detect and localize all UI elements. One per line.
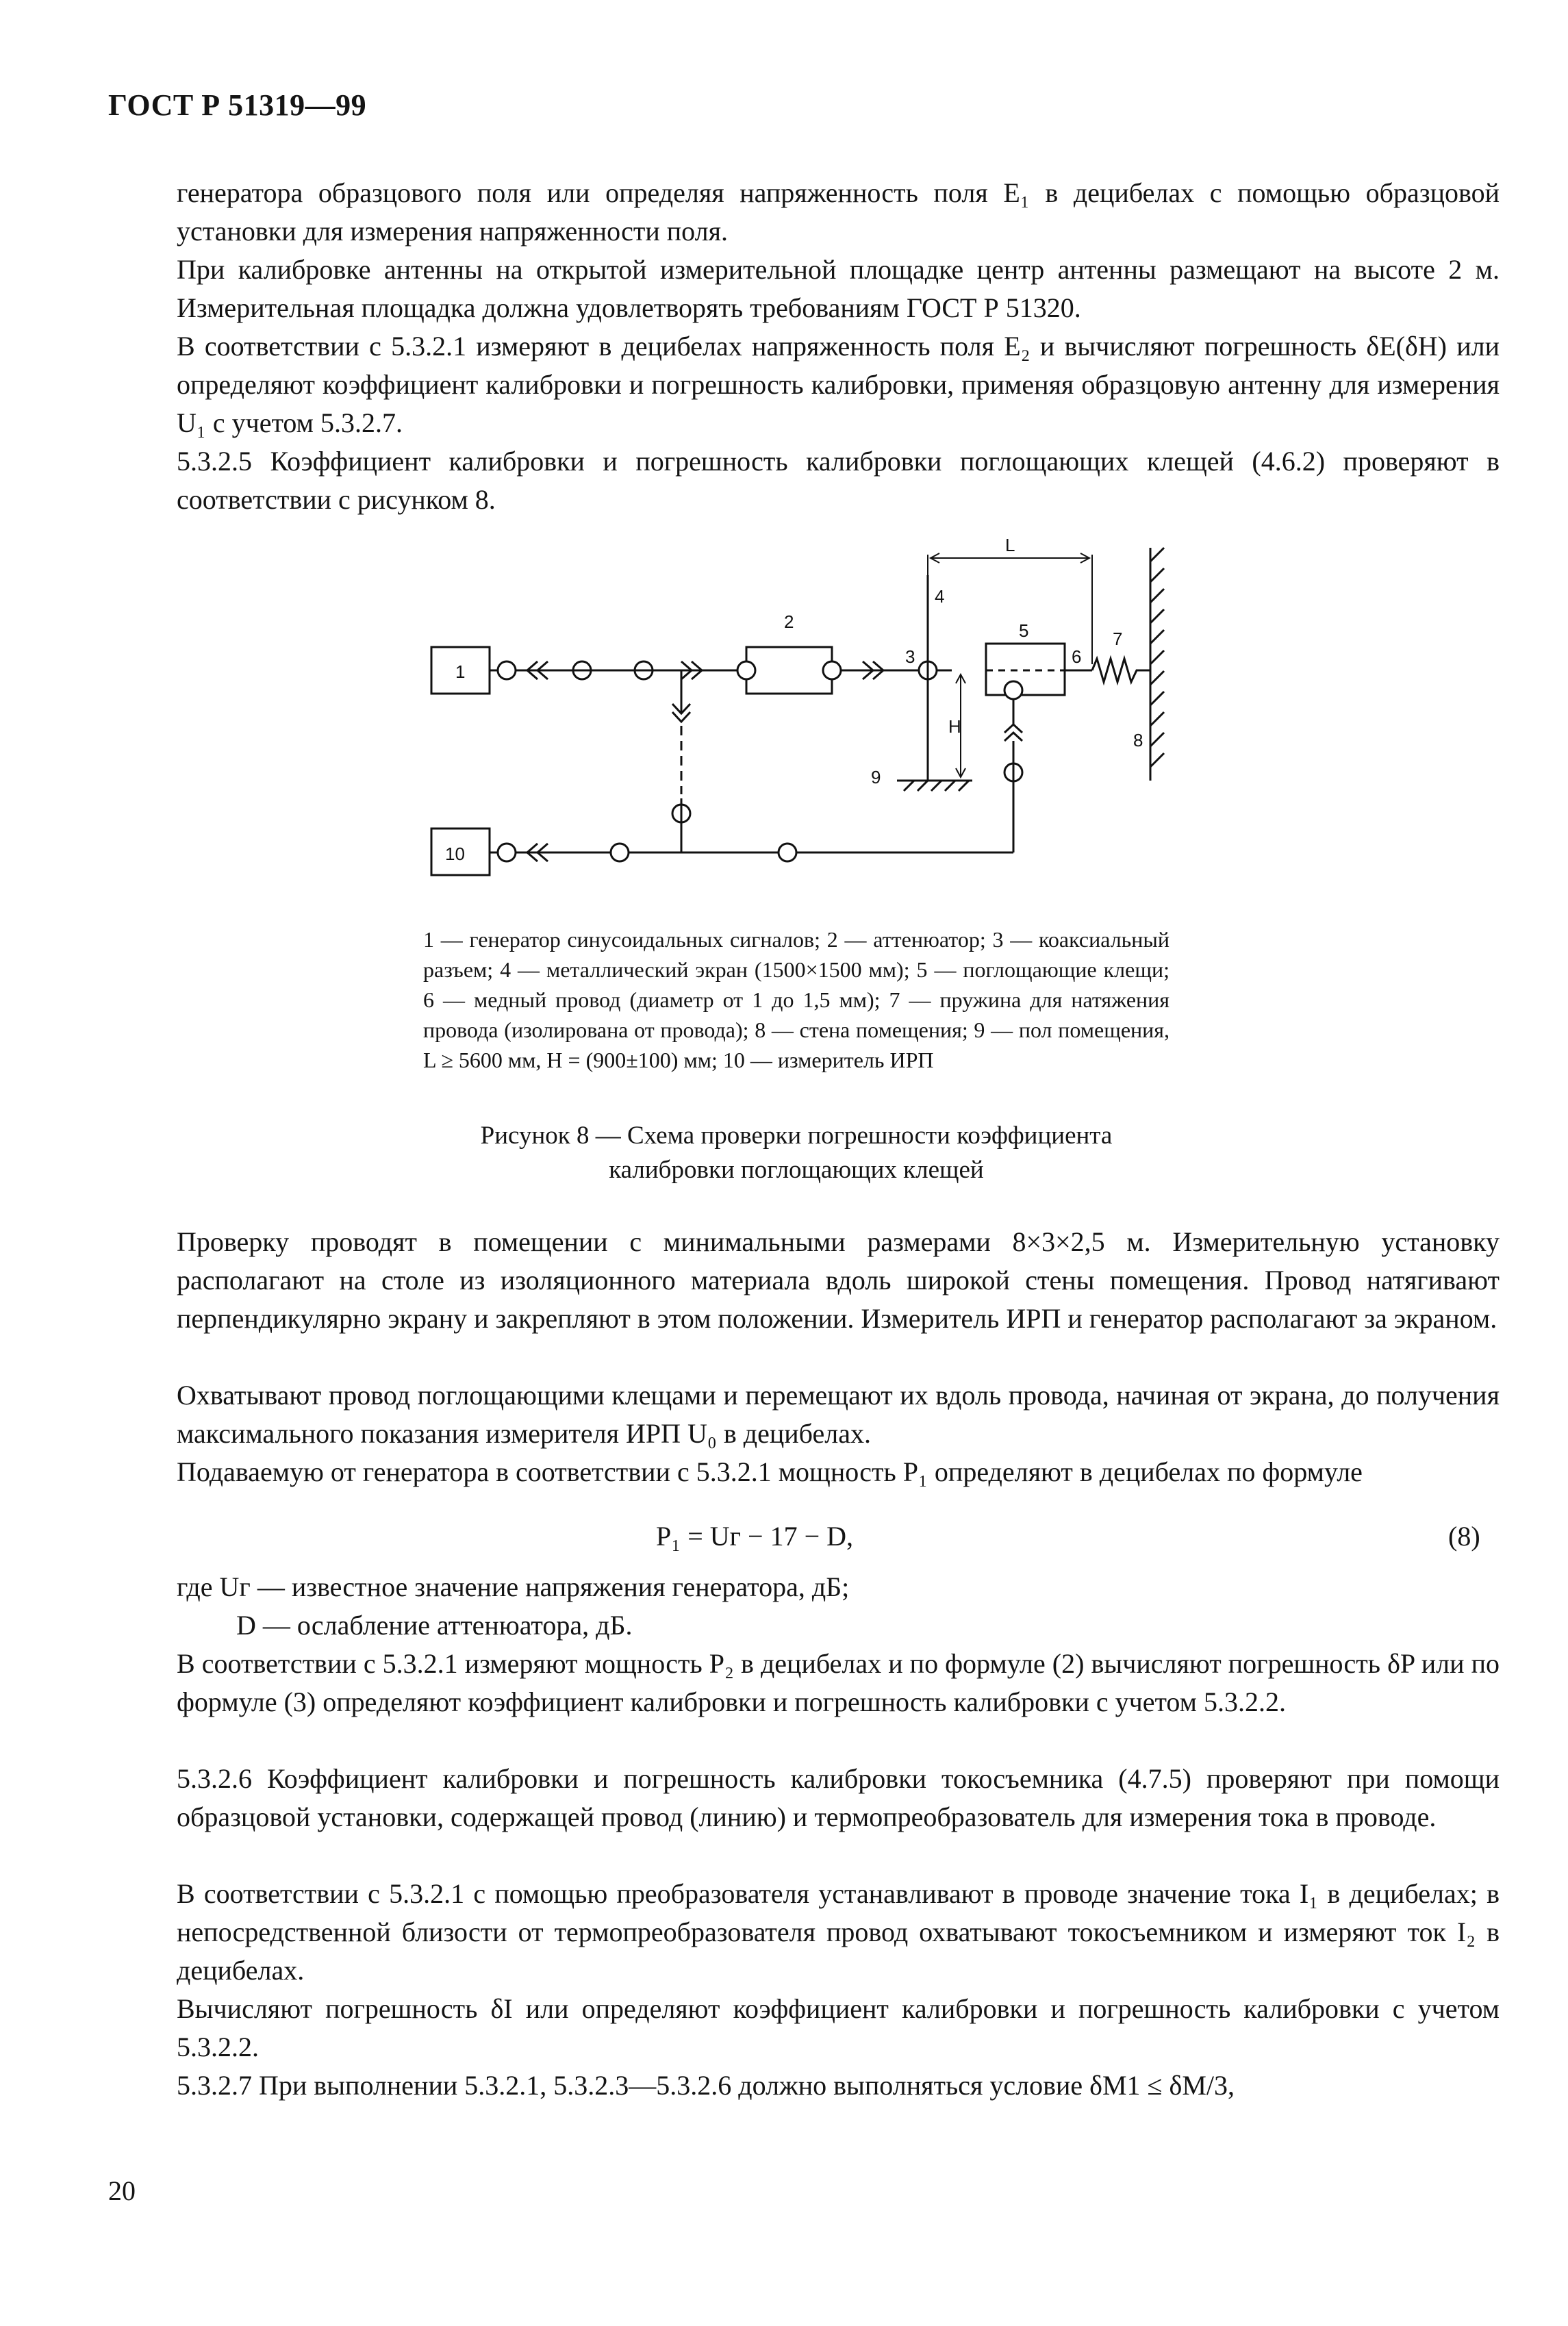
paragraph-1: генератора образцового поля или определяя напряженность поля E₁ в децибелах с помощью образцовой установки для измерения напряженности поля.	[177, 177, 1500, 246]
paragraph-9: 5.3.2.6 Коэффициент калибровки и погрешность калибровки токосъемника (4.7.5) проверяют при помощи образцовой установки, содержащей провод (линию) и термопреобразователь для измерения тока в проводе.	[177, 1763, 1500, 1832]
where-line-1: где Uг — известное значение напряжения генератора, дБ;	[177, 1571, 850, 1602]
document-header: ГОСТ Р 51319—99	[108, 88, 367, 122]
label-6: 6	[1072, 646, 1082, 667]
formula-8: P₁ = Uг − 17 − D,	[656, 1521, 854, 1552]
paragraph-10: В соответствии с 5.3.2.1 с помощью преобразователя устанавливают в проводе значение тока I₁ в децибелах; в непосредственной близости от термопреобразователя провод охватывают токосъемником и измеряют ток I₂ в децибелах.	[177, 1878, 1500, 1986]
label-8: 8	[1133, 730, 1143, 750]
paragraph-5: Проверку проводят в помещении с минимальными размерами 8×3×2,5 м. Измерительную установку располагают на столе из изоляционного материала вдоль широкой стены помещения. Провод натягивают перпендикулярно экрану и закрепляют в этом положении. Измеритель ИРП и генератор располагают за экраном.	[177, 1226, 1500, 1334]
label-2: 2	[784, 611, 794, 632]
paragraph-3: В соответствии с 5.3.2.1 измеряют в децибелах напряженность поля E₂ и вычисляют погрешность δE(δH) или определяют коэффициент калибровки и погрешность калибровки, применяя образцовую антенну для измерения U₁ с учетом 5.3.2.7.	[177, 331, 1500, 438]
label-9: 9	[871, 767, 881, 787]
label-5: 5	[1019, 620, 1029, 641]
figure-caption: 1 — генератор синусоидальных сигналов; 2 — аттенюатор; 3 — коаксиальный разъем; 4 — металлический экран (1500×1500 мм); 5 — поглощающие клещи; 6 — медный провод (диаметр от 1 до 1,5 мм); 7 — пружина для натяжения провода (изолирована от провода); 8 — стена помещения; 9 — пол помещения, L ≥ 5600 мм, H = (900±100) мм; 10 — измеритель ИРП	[423, 927, 1169, 1072]
calibration-circuit-diagram	[418, 527, 1205, 883]
label-7: 7	[1113, 629, 1123, 649]
paragraph-6: Охватывают провод поглощающими клещами и перемещают их вдоль провода, начиная от экрана, до получения максимального показания измерителя ИРП U₀ в децибелах.	[177, 1380, 1500, 1449]
figure-title-line-2: калибровки поглощающих клещей	[609, 1156, 984, 1184]
page-number: 20	[108, 2175, 136, 2206]
paragraph-12: 5.3.2.7 При выполнении 5.3.2.1, 5.3.2.3—5.3.2.6 должно выполняться условие δM1 ≤ δM/3,	[177, 2070, 1235, 2101]
formula-number: (8)	[1448, 1521, 1480, 1552]
paragraph-2-text: При калибровке антенны на открытой измерительной площадке центр антенны размещают на высоте 2 м. Измерительная площадка должна удовлетворять требованиям ГОСТ Р 51320.	[177, 254, 1500, 323]
paragraph-11: Вычисляют погрешность δI или определяют коэффициент калибровки и погрешность калибровки с учетом 5.3.2.2.	[177, 1993, 1500, 2062]
paragraph-2	[177, 251, 1500, 327]
figure-title-line-1: Рисунок 8 — Схема проверки погрешности коэффициента	[480, 1122, 1113, 1150]
where-line-2: D — ослабление аттенюатора, дБ.	[236, 1610, 633, 1641]
label-10: 10	[445, 844, 465, 864]
label-1: 1	[455, 661, 466, 682]
label-3: 3	[905, 646, 915, 667]
label-4: 4	[935, 586, 945, 607]
paragraph-8: В соответствии с 5.3.2.1 измеряют мощность P₂ в децибелах и по формуле (2) вычисляют погрешность δP или по формуле (3) определяют коэффициент калибровки и погрешность калибровки с учетом 5.3.2.2.	[177, 1648, 1500, 1717]
label-L: L	[1005, 535, 1015, 555]
label-H: H	[948, 716, 961, 737]
paragraph-4: 5.3.2.5 Коэффициент калибровки и погрешность калибровки поглощающих клещей (4.6.2) проверяют в соответствии с рисунком 8.	[177, 446, 1500, 515]
paragraph-7: Подаваемую от генератора в соответствии с 5.3.2.1 мощность P₁ определяют в децибелах по формуле	[177, 1456, 1363, 1487]
